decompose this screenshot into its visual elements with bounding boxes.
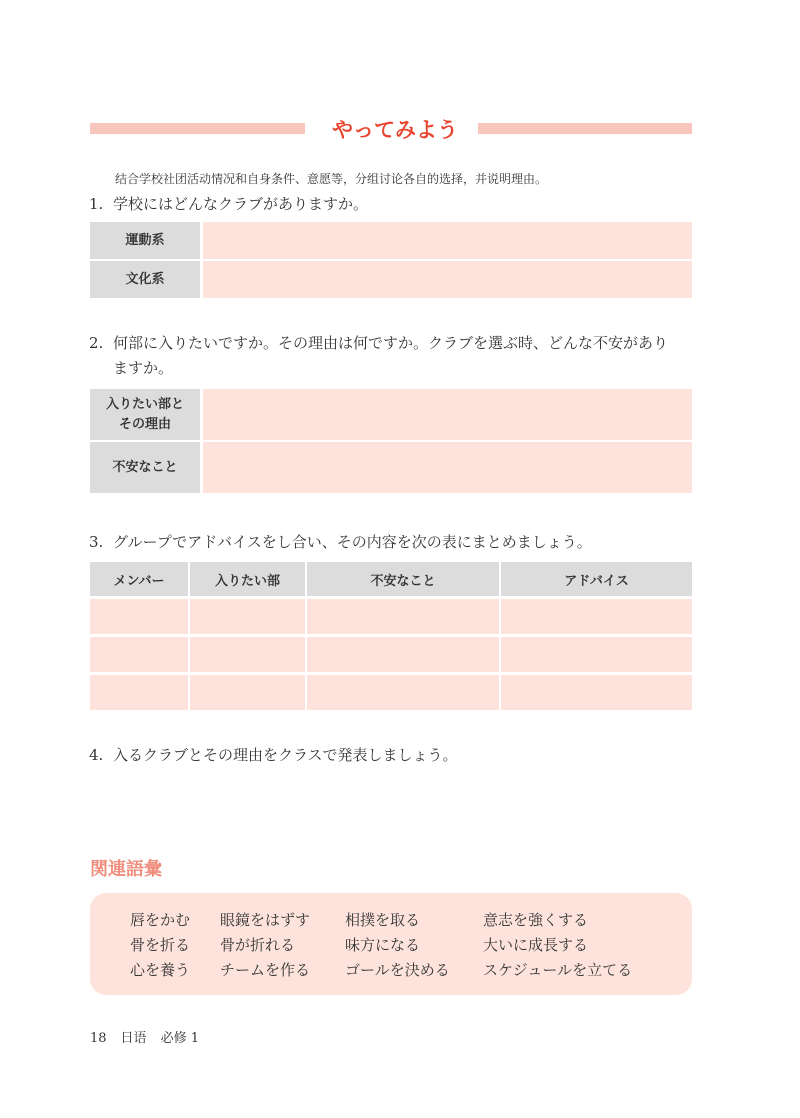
book-volume: 必修 1 <box>160 1031 199 1046</box>
column-header: 入りたい部 <box>190 562 307 596</box>
answer-cell[interactable] <box>501 675 692 710</box>
advice-table <box>90 562 692 710</box>
question-text-cont: ますか。 <box>113 359 174 377</box>
page-number: 18 <box>90 1031 107 1046</box>
vocab-item: 眼鏡をはずす <box>220 911 311 929</box>
intro-text: 结合学校社团活动情况和自身条件、意愿等，分组讨论各自的选择，并说明理由。 <box>115 172 548 186</box>
vocab-item: 唇をかむ <box>130 911 191 929</box>
table-row <box>90 222 692 259</box>
answer-cell[interactable] <box>203 389 692 440</box>
question-number: 3. <box>89 533 104 551</box>
question-number: 2. <box>89 334 104 352</box>
vocab-item: スケジュールを立てる <box>483 961 633 979</box>
question-1 <box>89 192 368 217</box>
answer-cell[interactable] <box>90 675 190 710</box>
vocab-item: 骨を折る <box>130 936 191 954</box>
question-text: 学校にはどんなクラブがありますか。 <box>113 195 369 213</box>
table-row <box>90 442 692 493</box>
question-text: 入るクラブとその理由をクラスで発表しましょう。 <box>113 746 458 764</box>
row-label-line: 入りたい部と <box>105 396 184 412</box>
question-text: グループでアドバイスをし合い、その内容を次の表にまとめましょう。 <box>113 533 592 551</box>
vocab-item: 相撲を取る <box>345 911 421 929</box>
table-row <box>90 675 692 710</box>
row-label <box>90 389 200 440</box>
answer-cell[interactable] <box>307 599 501 634</box>
club-types-table <box>90 222 692 300</box>
answer-cell[interactable] <box>190 675 307 710</box>
vocab-column <box>345 908 450 983</box>
answer-cell[interactable] <box>90 599 190 634</box>
table-row <box>90 599 692 634</box>
vocab-column <box>130 908 190 983</box>
column-header: 不安なこと <box>307 562 501 596</box>
answer-cell[interactable] <box>307 637 501 672</box>
row-label: 運動系 <box>90 222 200 259</box>
section-title: やってみよう <box>332 118 458 142</box>
vocab-column <box>483 908 632 983</box>
vocab-item: チームを作る <box>220 961 311 979</box>
vocab-item: 味方になる <box>345 936 421 954</box>
vocab-item: 意志を強くする <box>483 911 589 929</box>
column-header: メンバー <box>90 562 190 596</box>
answer-cell[interactable] <box>190 637 307 672</box>
question-number: 1. <box>89 195 104 213</box>
vocab-item: 大いに成長する <box>483 936 589 954</box>
title-band-right <box>478 123 692 134</box>
club-choice-table <box>90 389 692 495</box>
vocab-item: 骨が折れる <box>220 936 296 954</box>
vocab-title: 関連語彙 <box>90 859 162 880</box>
answer-cell[interactable] <box>203 222 692 259</box>
vocab-box <box>90 893 692 995</box>
title-band-left <box>90 123 305 134</box>
question-4 <box>89 743 458 768</box>
answer-cell[interactable] <box>203 442 692 493</box>
answer-cell[interactable] <box>90 637 190 672</box>
vocab-item: ゴールを決める <box>345 961 450 979</box>
book-title: 日语 <box>120 1031 147 1046</box>
answer-cell[interactable] <box>501 637 692 672</box>
table-row <box>90 389 692 440</box>
table-header <box>90 562 692 596</box>
answer-cell[interactable] <box>307 675 501 710</box>
row-label: 文化系 <box>90 261 200 298</box>
table-row <box>90 637 692 672</box>
row-label: 不安なこと <box>90 442 200 493</box>
question-number: 4. <box>89 746 104 764</box>
page-footer <box>90 1027 213 1046</box>
vocab-item: 心を養う <box>130 961 191 979</box>
table-row <box>90 261 692 298</box>
question-2 <box>89 331 668 381</box>
question-text: 何部に入りたいですか。その理由は何ですか。クラブを選ぶ時、どんな不安があり <box>113 334 669 352</box>
answer-cell[interactable] <box>203 261 692 298</box>
answer-cell[interactable] <box>501 599 692 634</box>
vocab-column <box>220 908 310 983</box>
answer-cell[interactable] <box>190 599 307 634</box>
question-3 <box>89 530 592 555</box>
row-label-line: その理由 <box>118 416 171 432</box>
column-header: アドバイス <box>501 562 692 596</box>
